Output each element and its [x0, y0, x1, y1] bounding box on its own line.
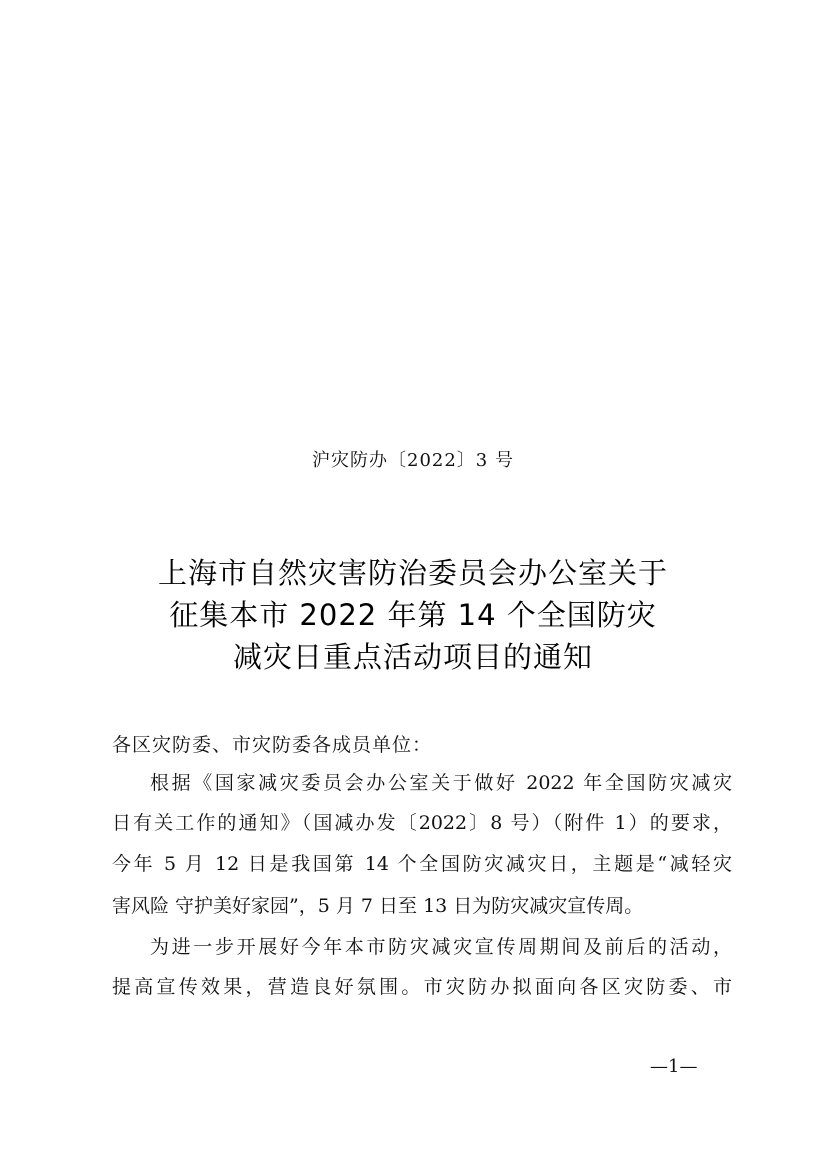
document-number: 沪灾防办〔2022〕3 号 [312, 450, 514, 471]
body-text-line: 日有关工作的通知》（国减办发〔2022〕8 号）（附件 1）的要求， [112, 812, 732, 834]
body-text-line: 为进一步开展好今年本市防灾减灾宣传周期间及前后的活动， [150, 936, 732, 958]
document-title [0, 552, 826, 678]
title-line: 上海市自然灾害防治委员会办公室关于 [157, 556, 668, 590]
body-text-line: 根据《国家减灾委员会办公室关于做好 2022 年全国防灾减灾 [150, 772, 732, 794]
salutation: 各区灾防委、市灾防委各成员单位： [112, 734, 433, 756]
body-text-line: 今年 5 月 12 日是我国第 14 个全国防灾减灾日，主题是“减轻灾 [112, 853, 732, 875]
body-text-line: 害风险 守护美好家园”，5 月 7 日至 13 日为防灾减灾宣传周。 [112, 895, 644, 917]
body-text-line: 提高宣传效果，营造良好氛围。市灾防办拟面向各区灾防委、市 [112, 976, 732, 998]
page-number: —1— [650, 1056, 698, 1077]
title-line: 减灾日重点活动项目的通知 [232, 640, 593, 674]
title-line: 征集本市 2022 年第 14 个全国防灾 [169, 598, 657, 632]
